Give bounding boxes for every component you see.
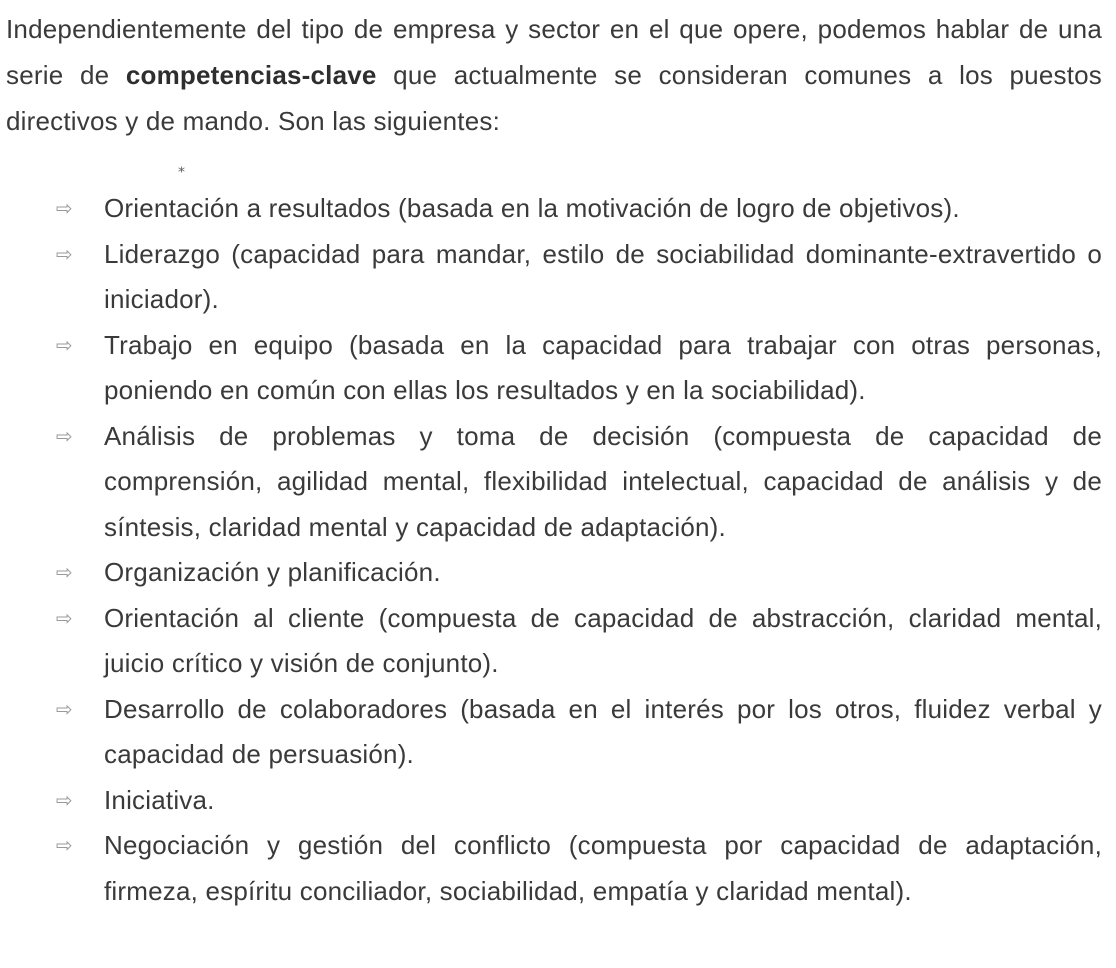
intro-text-start: Independientemente del tipo de empresa y sector en el que opere, podemos hablar de una serie de — [6, 14, 1102, 90]
list-item — [56, 232, 1102, 323]
list-item — [56, 596, 1102, 687]
scan-speck-mark: ⁎ — [178, 159, 185, 175]
arrow-right-outline-icon: ⇨ — [56, 560, 73, 584]
list-item-text: Análisis de problemas y toma de decisión (compuesta de capacidad de comprensión, agilidad mental, flexibilidad intelectual, capacidad de análisis y de síntesis, claridad mental y capacidad de adaptación). — [104, 420, 1102, 542]
list-item-text: Liderazgo (capacidad para mandar, estilo de sociabilidad dominante-extravertido o iniciador). — [104, 238, 1102, 314]
list-item-text: Desarrollo de colaboradores (basada en el interés por los otros, fluidez verbal y capacidad de persuasión). — [104, 693, 1102, 769]
list-item — [56, 687, 1102, 778]
list-item — [56, 550, 1102, 596]
competencies-list — [56, 186, 1102, 914]
list-item-text: Negociación y gestión del conflicto (compuesta por capacidad de adaptación, firmeza, espíritu conciliador, sociabilidad, empatía y claridad mental). — [104, 830, 1102, 906]
list-item — [56, 414, 1102, 551]
arrow-right-outline-icon: ⇨ — [56, 696, 73, 721]
arrow-right-outline-icon: ⇨ — [56, 423, 73, 448]
list-item — [56, 778, 1102, 824]
arrow-right-outline-icon: ⇨ — [56, 196, 73, 220]
intro-text-end: que actualmente se consideran comunes a los puestos directivos y de mando. Son las siguientes: — [6, 60, 1102, 136]
arrow-right-outline-icon: ⇨ — [56, 241, 73, 266]
arrow-right-outline-icon: ⇨ — [56, 605, 73, 630]
list-item — [56, 323, 1102, 414]
arrow-right-outline-icon: ⇨ — [56, 332, 73, 357]
arrow-right-outline-icon: ⇨ — [56, 833, 73, 857]
list-item — [56, 186, 1102, 232]
intro-paragraph — [6, 6, 1102, 144]
list-item — [56, 823, 1102, 914]
list-item-text: Organización y planificación. — [104, 557, 441, 587]
list-item-text: Trabajo en equipo (basada en la capacidad para trabajar con otras personas, poniendo en común con ellas los resultados y en la sociabilidad). — [104, 329, 1102, 405]
intro-bold-term: competencias-clave — [125, 60, 377, 90]
list-item-text: Iniciativa. — [104, 784, 215, 815]
arrow-right-outline-icon: ⇨ — [56, 787, 73, 812]
list-item-text: Orientación al cliente (compuesta de capacidad de abstracción, claridad mental, juicio crítico y visión de conjunto). — [104, 602, 1102, 678]
list-item-text: Orientación a resultados (basada en la motivación de logro de objetivos). — [104, 193, 960, 223]
